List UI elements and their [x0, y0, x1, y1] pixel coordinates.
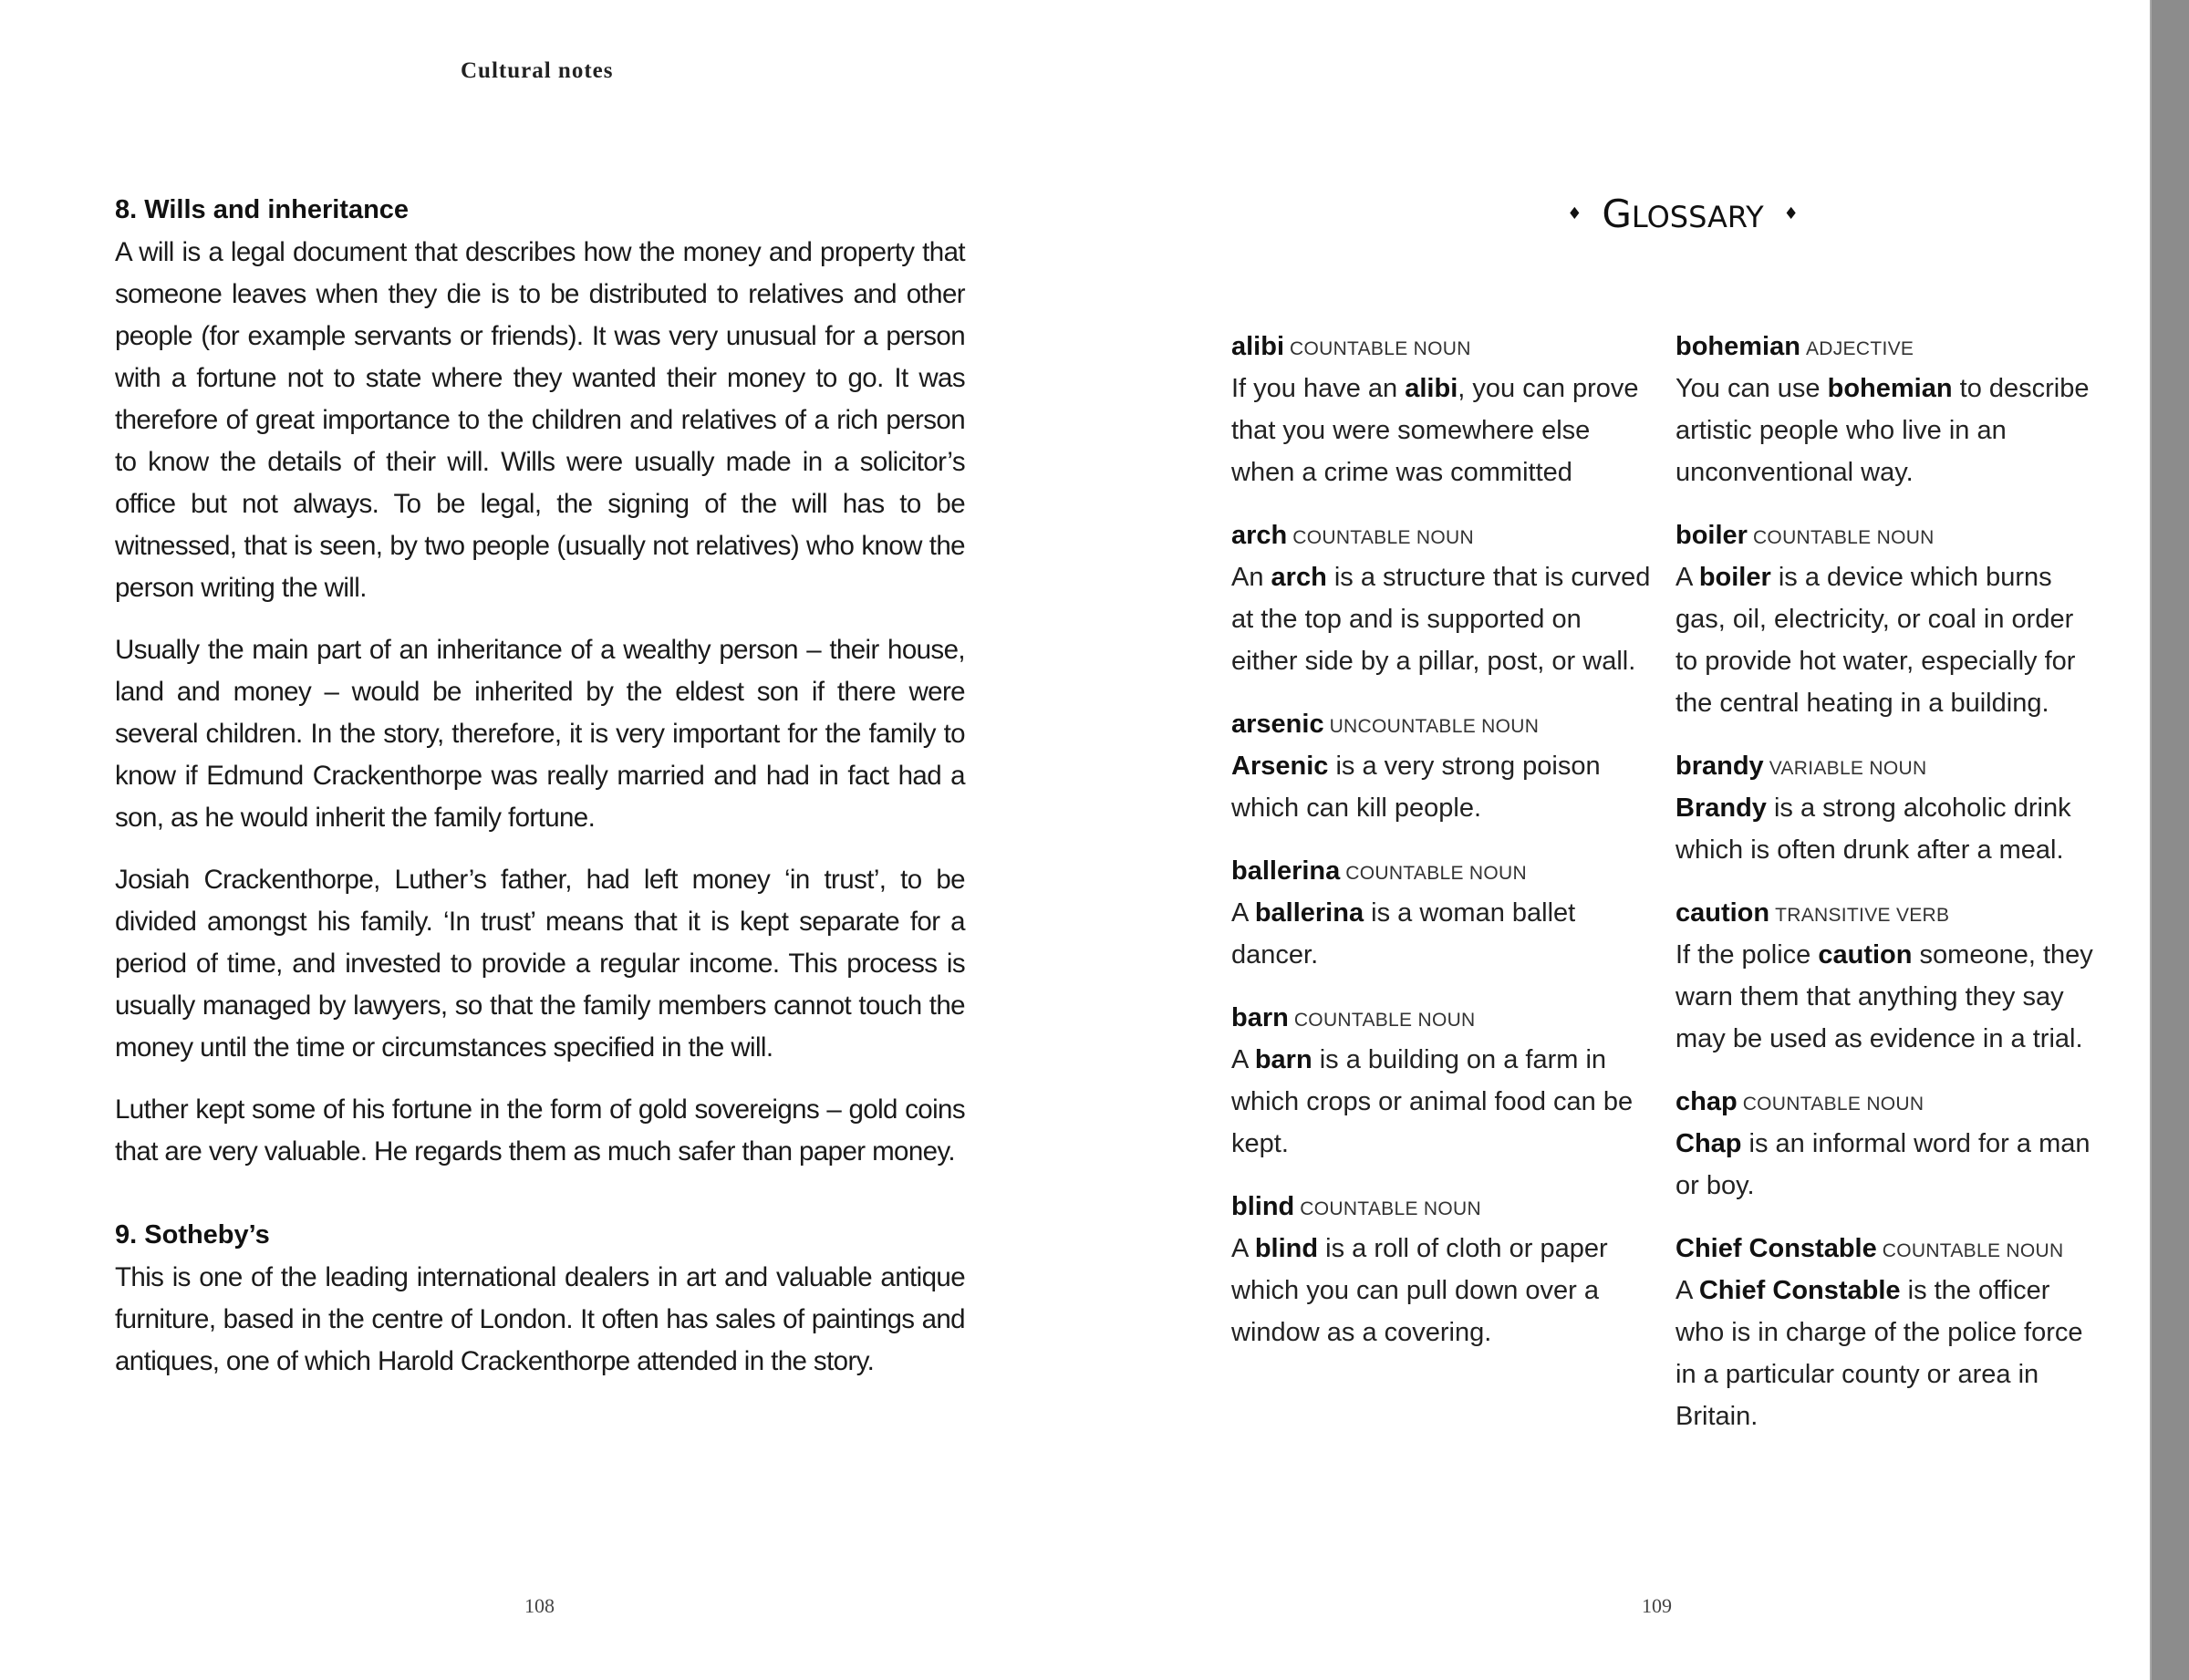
headword: blind — [1231, 1192, 1295, 1221]
headword-line — [1675, 748, 2095, 787]
running-head: Cultural notes — [461, 58, 614, 83]
headword: caution — [1675, 898, 1770, 928]
glossary-column-1 — [1231, 328, 1651, 1377]
section-heading: 8. Wills and inheritance — [115, 195, 410, 224]
part-of-speech: COUNTABLE NOUN — [1742, 1094, 1924, 1115]
headword: chap — [1675, 1087, 1738, 1116]
diamond-ornament-icon: ♦ — [1567, 204, 1582, 223]
part-of-speech: TRANSITIVE VERB — [1775, 905, 1950, 926]
paragraph: Josiah Crackenthorpe, Luther’s father, had left money ‘in trust’, to be divided amongst his family. ‘In trust’ means that it is kept separate for a period of time, and invested to provide a regular income. This process is usually managed by lawyers, so that the family members cannot touch the money until the time or circumstances specified in the will. — [115, 865, 965, 1063]
glossary-entry — [1231, 706, 1651, 829]
page-number-left: 108 — [524, 1594, 555, 1617]
glossary-column-2 — [1675, 328, 2095, 1461]
part-of-speech: ADJECTIVE — [1805, 338, 1914, 359]
glossary-entry — [1231, 328, 1651, 493]
definition: A Chief Constable is the officer who is in charge of the police force in a particular county or area in Britain. — [1675, 1276, 2083, 1431]
headword: ballerina — [1231, 856, 1341, 886]
part-of-speech: COUNTABLE NOUN — [1292, 527, 1474, 548]
part-of-speech: COUNTABLE NOUN — [1752, 527, 1935, 548]
definition: A barn is a building on a farm in which crops or animal food can be kept. — [1231, 1045, 1634, 1158]
paragraph: This is one of the leading international dealers in art and valuable antique furniture, based in the centre of London. It often has sales of paintings and antiques, one of which Harold Crackenthorpe attended in the story. — [115, 1262, 965, 1376]
glossary-title-text: GLOSSARY — [1602, 192, 1764, 236]
headword-line — [1231, 853, 1651, 892]
headword: boiler — [1675, 521, 1748, 550]
headword-line — [1675, 1084, 2095, 1123]
paragraph: A will is a legal document that describes how the money and property that someone leaves when they die is to be distributed to relatives and other people (for example servants or friends). It was very unusual for a person with a fortune not to state where they wanted their money to go. It was therefore of great importance to the children and relatives of a rich person to know the details of their will. Wills were usually made in a solicitor’s office but not always. To be legal, the signing of the will has to be witnessed, that is seen, by two people (usually not relatives) who know the person writing the will. — [115, 237, 965, 603]
glossary-entry — [1675, 1230, 2095, 1437]
part-of-speech: COUNTABLE NOUN — [1290, 338, 1471, 359]
definition: If you have an alibi, you can prove that you were somewhere else when a crime was committed — [1231, 374, 1639, 487]
definition: A blind is a roll of cloth or paper which you can pull down over a window as a covering. — [1231, 1234, 1608, 1347]
page-number-right: 109 — [1642, 1594, 1672, 1617]
headword: bohemian — [1675, 332, 1800, 361]
section-heading: 9. Sotheby’s — [115, 1220, 270, 1250]
part-of-speech: UNCOUNTABLE NOUN — [1329, 716, 1540, 737]
headword-line — [1231, 1000, 1651, 1039]
headword-line — [1675, 895, 2095, 934]
part-of-speech: VARIABLE NOUN — [1769, 758, 1927, 779]
definition: Brandy is a strong alcoholic drink which is often drunk after a meal. — [1675, 793, 2071, 865]
paragraph: Usually the main part of an inheritance of a wealthy person – their house, land and money – would be inherited by the eldest son if there were several children. In the story, therefore, it is very important for the family to know if Edmund Crackenthorpe was really married and had in fact had a son, as he would inherit the family fortune. — [115, 635, 965, 833]
definition: A ballerina is a woman ballet dancer. — [1231, 898, 1576, 970]
page-edge-bar — [2150, 0, 2189, 1680]
paragraph: Luther kept some of his fortune in the form of gold sovereigns – gold coins that are very valuable. He regards them as much safer than paper money. — [115, 1094, 965, 1167]
headword-line — [1675, 1230, 2095, 1270]
headword-line — [1231, 706, 1651, 745]
definition: You can use bohemian to describe artistic people who live in an unconventional way. — [1675, 374, 2090, 487]
headword: alibi — [1231, 332, 1285, 361]
headword-line — [1231, 328, 1651, 368]
part-of-speech: COUNTABLE NOUN — [1345, 863, 1527, 884]
glossary-title — [1546, 192, 1820, 236]
headword: barn — [1231, 1003, 1289, 1032]
headword-line — [1231, 1188, 1651, 1228]
glossary-entry — [1675, 517, 2095, 724]
headword-line — [1675, 517, 2095, 556]
glossary-entry — [1231, 1188, 1651, 1353]
section-wills-and-inheritance — [115, 192, 965, 1173]
definition: If the police caution someone, they warn them that anything they say may be used as evidence in a trial. — [1675, 940, 2093, 1053]
headword: brandy — [1675, 752, 1764, 781]
definition: Chap is an informal word for a man or boy. — [1675, 1129, 2090, 1200]
glossary-entry — [1675, 1084, 2095, 1207]
part-of-speech: COUNTABLE NOUN — [1882, 1240, 2064, 1261]
definition: A boiler is a device which burns gas, oil, electricity, or coal in order to provide hot water, especially for the central heating in a building. — [1675, 563, 2076, 718]
glossary-entry — [1231, 1000, 1651, 1165]
definition: An arch is a structure that is curved at the top and is supported on either side by a pillar, post, or wall. — [1231, 563, 1651, 676]
part-of-speech: COUNTABLE NOUN — [1300, 1198, 1481, 1219]
headword-line — [1675, 328, 2095, 368]
section-sothebys — [115, 1217, 965, 1383]
glossary-entry — [1231, 853, 1651, 976]
part-of-speech: COUNTABLE NOUN — [1293, 1010, 1476, 1031]
headword: arch — [1231, 521, 1288, 550]
definition: Arsenic is a very strong poison which can kill people. — [1231, 752, 1601, 823]
glossary-entry — [1231, 517, 1651, 682]
diamond-ornament-icon: ♦ — [1783, 204, 1799, 223]
headword-line — [1231, 517, 1651, 556]
glossary-entry — [1675, 748, 2095, 871]
glossary-entry — [1675, 895, 2095, 1060]
headword: Chief Constable — [1675, 1234, 1877, 1263]
left-page-body — [115, 192, 965, 1426]
glossary-entry — [1675, 328, 2095, 493]
headword: arsenic — [1231, 710, 1324, 739]
